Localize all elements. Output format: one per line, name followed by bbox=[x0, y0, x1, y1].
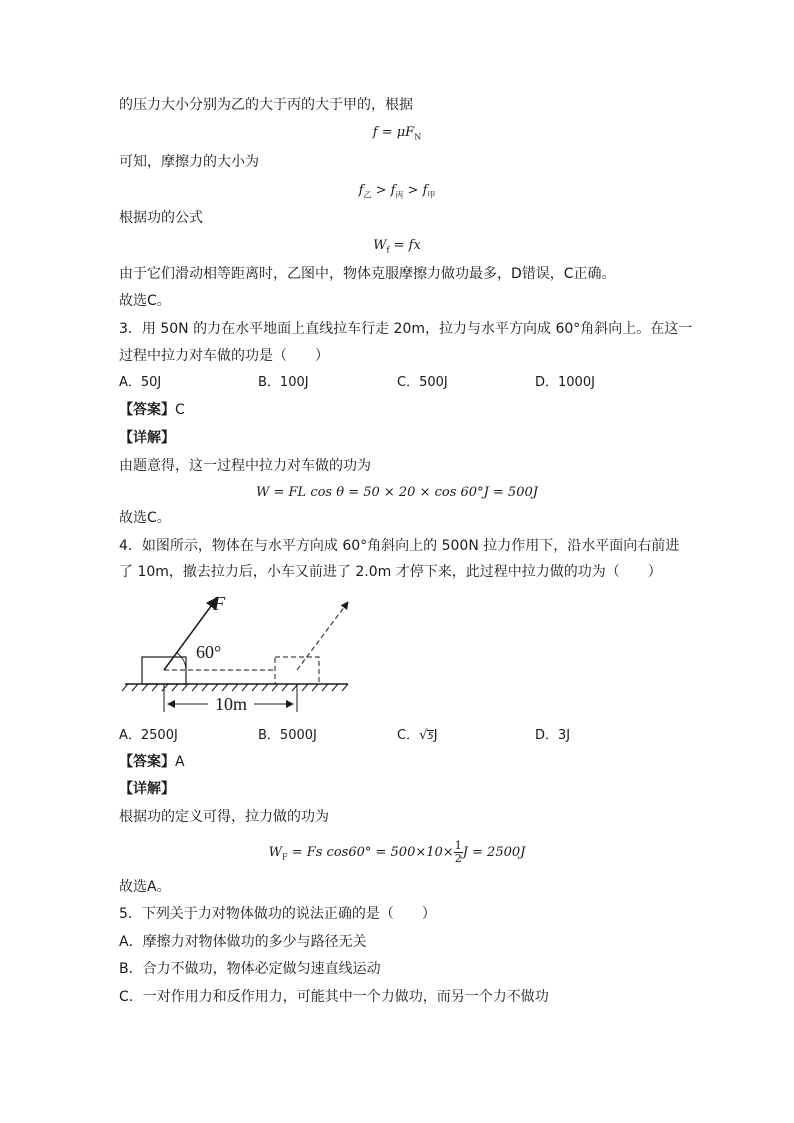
question-4-stem: 了 10m，撤去拉力后，小车又前进了 2.0m 才停下来，此过程中拉力做的功为（ ） bbox=[119, 564, 662, 580]
block-end bbox=[275, 657, 319, 684]
paragraph: 根据功的公式 bbox=[119, 210, 203, 226]
conclusion: 故选A。 bbox=[119, 879, 171, 895]
equation-friction: $f = \mu F_N$ bbox=[372, 125, 422, 142]
answer-line: 【答案】A bbox=[119, 754, 185, 770]
question-3-stem: 过程中拉力对车做的功是（ ） bbox=[119, 348, 329, 364]
conclusion: 故选C。 bbox=[119, 510, 171, 526]
option-d: D．1000J bbox=[535, 375, 595, 390]
paragraph: 可知，摩擦力的大小为 bbox=[119, 154, 259, 170]
fraction: $\frac{1}{2}$ bbox=[454, 839, 462, 865]
question-5-stem: 5．下列关于力对物体做功的说法正确的是（ ） bbox=[119, 906, 436, 922]
sqrt-symbol: √5 bbox=[419, 728, 434, 743]
option-b: B．100J bbox=[258, 375, 309, 390]
equation-work: $W_f$ = fx bbox=[373, 238, 421, 255]
option-a: A．50J bbox=[119, 375, 162, 390]
force-arrow-dashed bbox=[297, 602, 348, 670]
paragraph: 的压力大小分别为乙的大于丙的大于甲的，根据 bbox=[119, 97, 413, 113]
equation-friction-inequality: $f_乙 > f_丙 > f_甲$ bbox=[358, 183, 436, 200]
option-c: C．√5J bbox=[397, 728, 438, 743]
force-diagram bbox=[120, 590, 360, 720]
option-b: B．5000J bbox=[258, 728, 317, 743]
equation-q4: $W_F = Fs$ cos60° = 500×10× $\frac{1}{2}$ J = 2500J bbox=[268, 839, 526, 865]
distance-label: 10m bbox=[214, 694, 248, 714]
conclusion: 故选C。 bbox=[119, 293, 171, 309]
option-b: B．合力不做功，物体必定做匀速直线运动 bbox=[119, 961, 381, 977]
option-c: C．一对作用力和反作用力，可能其中一个力做功，而另一个力不做功 bbox=[119, 989, 549, 1005]
force-label: F bbox=[213, 593, 226, 615]
angle-label: 60° bbox=[196, 642, 222, 662]
detail-heading: 【详解】 bbox=[119, 781, 175, 797]
explanation: 由题意得，这一过程中拉力对车做的功为 bbox=[119, 458, 371, 474]
question-4-stem: 4．如图所示，物体在与水平方向成 60°角斜向上的 500N 拉力作用下，沿水平面向右前进 bbox=[119, 538, 680, 554]
option-c: C．500J bbox=[397, 375, 448, 390]
answer-value: A bbox=[175, 754, 185, 770]
detail-heading: 【详解】 bbox=[119, 430, 175, 446]
explanation: 根据功的定义可得，拉力做的功为 bbox=[119, 809, 329, 825]
option-a: A．摩擦力对物体做功的多少与路径无关 bbox=[119, 934, 367, 950]
answer-value: C bbox=[175, 402, 185, 418]
answer-line: 【答案】C bbox=[119, 402, 185, 418]
option-d: D．3J bbox=[535, 728, 571, 743]
option-a: A．2500J bbox=[119, 728, 178, 743]
equation-q3: W = FL cos θ = 50 × 20 × cos 60°J = 500J bbox=[256, 485, 538, 500]
ground-hatching bbox=[122, 684, 348, 691]
paragraph: 由于它们滑动相等距离时，乙图中，物体克服摩擦力做功最多，D错误，C正确。 bbox=[119, 266, 616, 282]
question-3-stem: 3．用 50N 的力在水平地面上直线拉车行走 20m，拉力与水平方向成 60°角斜向上。在这一 bbox=[119, 321, 693, 337]
angle-arc bbox=[177, 653, 186, 670]
